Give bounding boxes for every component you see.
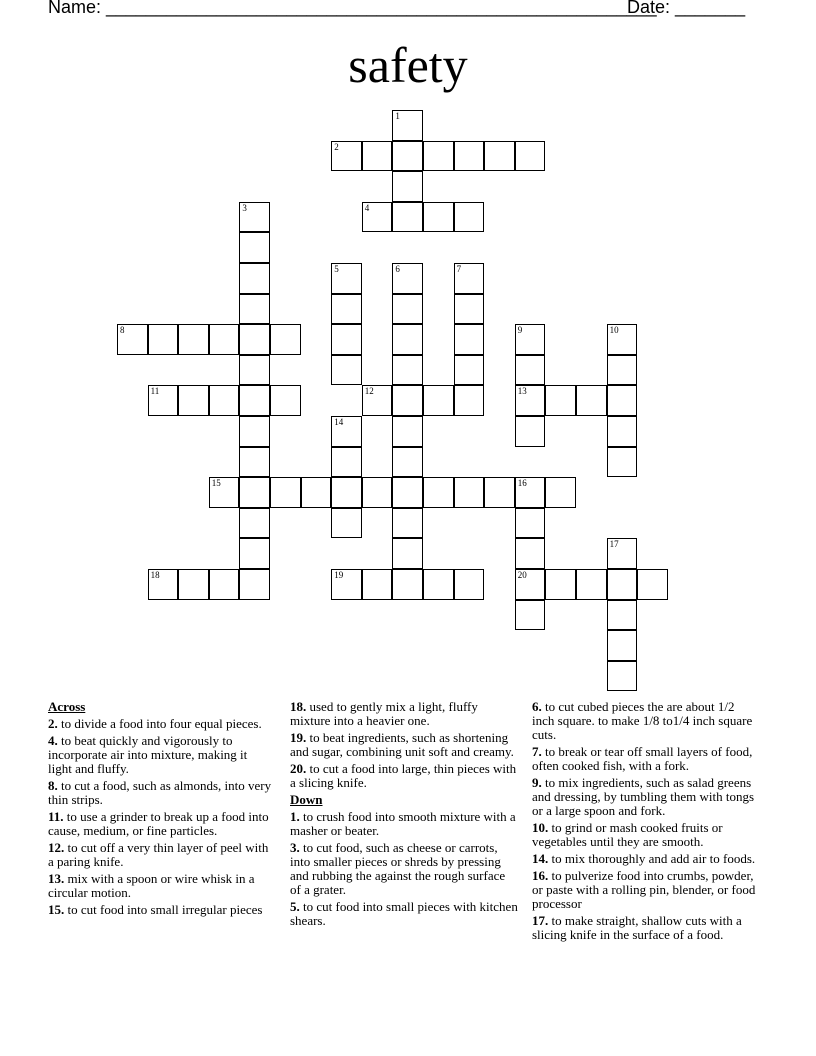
clue-column-2 <box>290 700 518 931</box>
clue-number: 7. <box>532 744 542 759</box>
grid-cell[interactable] <box>454 569 485 600</box>
clue-text: to cut off a very thin layer of peel with a paring knife. <box>48 840 269 869</box>
grid-cell[interactable] <box>392 141 423 172</box>
clue-text: to grind or mash cooked fruits or vegetables until they are smooth. <box>532 820 723 849</box>
clue-item <box>532 700 760 742</box>
clue-number: 5. <box>290 899 300 914</box>
clue-text: to cut a food into large, thin pieces with a slicing knife. <box>290 761 517 790</box>
grid-cell[interactable] <box>362 569 393 600</box>
grid-cell[interactable] <box>454 385 485 416</box>
down-clue-list-continued <box>532 700 760 942</box>
across-heading: Across <box>48 699 86 714</box>
grid-cell[interactable] <box>239 385 270 416</box>
cell-number: 18 <box>150 570 160 580</box>
cell-number: 3 <box>242 202 247 213</box>
cell-number: 11 <box>150 386 160 397</box>
grid-cell[interactable] <box>392 416 423 447</box>
clue-number: 11. <box>48 809 64 824</box>
cell-number: 10 <box>609 325 619 336</box>
grid-cell[interactable] <box>515 600 546 631</box>
down-clue-list <box>290 810 518 928</box>
grid-cell[interactable] <box>454 141 485 172</box>
cell-number: 15 <box>211 478 221 489</box>
clue-column-1 <box>48 700 273 920</box>
grid-cell[interactable] <box>270 477 301 508</box>
cell-number: 14 <box>334 417 344 427</box>
grid-cell[interactable] <box>607 661 638 692</box>
grid-cell[interactable] <box>239 232 270 263</box>
clue-item <box>48 734 273 776</box>
grid-cell[interactable] <box>362 385 393 416</box>
grid-cell[interactable] <box>331 141 362 172</box>
grid-cell[interactable] <box>392 202 423 233</box>
cell-number: 16 <box>517 478 527 489</box>
cell-number: 5 <box>334 264 339 274</box>
grid-cell[interactable] <box>331 477 362 508</box>
clue-number: 19. <box>290 730 307 745</box>
clue-text: to mix ingredients, such as salad greens and dressing, by tumbling them with tongs or a large spoon and fork. <box>532 775 755 818</box>
clue-item <box>290 700 518 728</box>
grid-cell[interactable] <box>392 477 423 508</box>
grid-cell[interactable] <box>515 508 546 539</box>
grid-cell[interactable] <box>178 569 209 600</box>
grid-cell[interactable] <box>392 385 423 416</box>
clue-number: 8. <box>48 778 58 793</box>
grid-cell[interactable] <box>331 263 362 294</box>
grid-cell[interactable] <box>545 477 576 508</box>
clue-item <box>48 779 273 807</box>
cell-number: 20 <box>517 570 527 580</box>
down-heading: Down <box>290 792 323 807</box>
grid-cell[interactable] <box>148 569 179 600</box>
grid-cell[interactable] <box>239 294 270 325</box>
grid-cell[interactable] <box>423 477 454 508</box>
grid-cell[interactable] <box>270 324 301 355</box>
grid-cell[interactable] <box>239 477 270 508</box>
clue-column-3 <box>532 700 760 945</box>
grid-cell[interactable] <box>392 447 423 478</box>
cell-number: 4 <box>364 202 370 213</box>
clue-item <box>290 900 518 928</box>
clue-text: to cut food into small pieces with kitchen shears. <box>290 899 518 928</box>
clue-number: 12. <box>48 840 65 855</box>
clue-number: 6. <box>532 699 542 714</box>
grid-cell[interactable] <box>331 569 362 600</box>
cell-number: 17 <box>609 539 619 550</box>
grid-cell[interactable] <box>607 569 638 600</box>
clue-text: to use a grinder to break up a food into cause, medium, or fine particles. <box>48 809 269 838</box>
clue-item <box>532 776 760 818</box>
grid-cell[interactable] <box>362 477 393 508</box>
cell-number: 13 <box>517 386 527 397</box>
clue-number: 1. <box>290 809 300 824</box>
clue-text: to crush food into smooth mixture with a masher or beater. <box>290 809 516 838</box>
grid-cell[interactable] <box>454 355 485 386</box>
clue-item <box>48 872 273 900</box>
grid-cell[interactable] <box>178 385 209 416</box>
grid-cell[interactable] <box>331 447 362 478</box>
grid-cell[interactable] <box>239 355 270 386</box>
clue-number: 2. <box>48 716 58 731</box>
across-clue-list <box>48 717 273 917</box>
clue-text: to cut food into small irregular pieces <box>64 902 263 917</box>
grid-cell[interactable] <box>392 508 423 539</box>
grid-cell[interactable] <box>239 538 270 569</box>
grid-cell[interactable] <box>331 416 362 447</box>
grid-cell[interactable] <box>239 324 270 355</box>
grid-cell[interactable] <box>607 447 638 478</box>
grid-cell[interactable] <box>392 324 423 355</box>
clue-item <box>532 869 760 911</box>
grid-cell[interactable] <box>515 477 546 508</box>
clue-item <box>532 914 760 942</box>
clue-item <box>290 810 518 838</box>
across-clue-list-continued <box>290 700 518 790</box>
grid-cell[interactable] <box>392 171 423 202</box>
clue-number: 16. <box>532 868 549 883</box>
cell-number: 6 <box>395 264 400 274</box>
grid-cell[interactable] <box>239 416 270 447</box>
clue-number: 14. <box>532 851 549 866</box>
clue-text: to cut a food, such as almonds, into very thin strips. <box>48 778 272 807</box>
grid-cell[interactable] <box>515 416 546 447</box>
clue-text: mix with a spoon or wire whisk in a circular motion. <box>48 871 255 900</box>
clue-text: to make straight, shallow cuts with a slicing knife in the surface of a food. <box>532 913 742 942</box>
grid-cell[interactable] <box>576 569 607 600</box>
grid-cell[interactable] <box>392 355 423 386</box>
grid-cell[interactable] <box>515 569 546 600</box>
grid-cell[interactable] <box>392 538 423 569</box>
grid-cell[interactable] <box>515 385 546 416</box>
clue-item <box>48 717 273 731</box>
grid-cell[interactable] <box>545 569 576 600</box>
clue-text: to cut food, such as cheese or carrots, into smaller pieces or shreds by pressing and rubbing the against the rough surface of a grater. <box>290 840 506 897</box>
grid-cell[interactable] <box>484 477 515 508</box>
grid-cell[interactable] <box>239 508 270 539</box>
grid-cell[interactable] <box>607 355 638 386</box>
cell-number: 12 <box>364 386 374 397</box>
cell-number: 8 <box>120 325 125 336</box>
grid-cell[interactable] <box>148 385 179 416</box>
grid-cell[interactable] <box>607 416 638 447</box>
clue-item <box>532 821 760 849</box>
grid-cell[interactable] <box>484 141 515 172</box>
name-field-label: Name: _______________________________________________________ <box>48 0 657 17</box>
grid-cell[interactable] <box>148 324 179 355</box>
grid-cell[interactable] <box>270 385 301 416</box>
grid-cell[interactable] <box>454 263 485 294</box>
grid-cell[interactable] <box>607 538 638 569</box>
grid-cell[interactable] <box>454 324 485 355</box>
grid-cell[interactable] <box>515 538 546 569</box>
clue-text: used to gently mix a light, fluffy mixture into a heavier one. <box>290 699 478 728</box>
clue-number: 18. <box>290 699 307 714</box>
grid-cell[interactable] <box>331 294 362 325</box>
clue-item <box>532 745 760 773</box>
clue-text: to break or tear off small layers of food, often cooked fish, with a fork. <box>532 744 753 773</box>
grid-cell[interactable] <box>239 202 270 233</box>
grid-cell[interactable] <box>331 508 362 539</box>
grid-cell[interactable] <box>301 477 332 508</box>
grid-cell[interactable] <box>607 600 638 631</box>
grid-cell[interactable] <box>423 385 454 416</box>
grid-cell[interactable] <box>392 263 423 294</box>
clue-text: to mix thoroughly and add air to foods. <box>548 851 756 866</box>
grid-cell[interactable] <box>515 141 546 172</box>
grid-cell[interactable] <box>362 141 393 172</box>
grid-cell[interactable] <box>117 324 148 355</box>
grid-cell[interactable] <box>209 477 240 508</box>
clue-item <box>48 903 273 917</box>
grid-cell[interactable] <box>331 324 362 355</box>
grid-cell[interactable] <box>331 355 362 386</box>
clue-item <box>48 810 273 838</box>
clue-number: 4. <box>48 733 58 748</box>
grid-cell[interactable] <box>545 385 576 416</box>
grid-cell[interactable] <box>392 294 423 325</box>
clue-number: 13. <box>48 871 65 886</box>
clue-text: to pulverize food into crumbs, powder, or paste with a rolling pin, blender, or food processor <box>532 868 756 911</box>
grid-cell[interactable] <box>454 294 485 325</box>
clue-number: 3. <box>290 840 300 855</box>
clue-text: to divide a food into four equal pieces. <box>57 716 262 731</box>
clue-item <box>290 731 518 759</box>
grid-cell[interactable] <box>239 569 270 600</box>
cell-number: 1 <box>395 111 400 121</box>
grid-cell[interactable] <box>423 202 454 233</box>
grid-cell[interactable] <box>576 385 607 416</box>
cell-number: 7 <box>456 264 462 274</box>
clue-number: 9. <box>532 775 542 790</box>
grid-cell[interactable] <box>239 263 270 294</box>
clue-number: 10. <box>532 820 549 835</box>
puzzle-title: safety <box>348 37 468 93</box>
grid-cell[interactable] <box>637 569 668 600</box>
grid-cell[interactable] <box>362 202 393 233</box>
grid-cell[interactable] <box>515 355 546 386</box>
clue-text: to beat quickly and vigorously to incorporate air into mixture, making it light and fluffy. <box>48 733 248 776</box>
grid-cell[interactable] <box>209 385 240 416</box>
grid-cell[interactable] <box>515 324 546 355</box>
clue-number: 20. <box>290 761 307 776</box>
grid-cell[interactable] <box>454 202 485 233</box>
grid-cell[interactable] <box>239 447 270 478</box>
grid-cell[interactable] <box>454 477 485 508</box>
clue-number: 17. <box>532 913 549 928</box>
grid-cell[interactable] <box>392 569 423 600</box>
clue-item <box>48 841 273 869</box>
grid-cell[interactable] <box>607 385 638 416</box>
cell-number: 2 <box>334 141 339 152</box>
grid-cell[interactable] <box>392 110 423 141</box>
clue-item <box>290 762 518 790</box>
clue-text: to beat ingredients, such as shortening and sugar, combining unit soft and creamy. <box>290 730 514 759</box>
grid-cell[interactable] <box>209 324 240 355</box>
clue-item <box>290 841 518 897</box>
date-field-label: Date: _______ <box>627 0 746 17</box>
grid-cell[interactable] <box>209 569 240 600</box>
grid-cell[interactable] <box>423 141 454 172</box>
cell-number: 19 <box>334 570 344 580</box>
clue-text: to cut cubed pieces the are about 1/2 inch square. to make 1/8 to1/4 inch square cuts. <box>532 699 753 742</box>
grid-cell[interactable] <box>178 324 209 355</box>
grid-cell[interactable] <box>607 630 638 661</box>
grid-cell[interactable] <box>423 569 454 600</box>
grid-cell[interactable] <box>607 324 638 355</box>
clue-number: 15. <box>48 902 65 917</box>
cell-number: 9 <box>517 325 523 336</box>
clue-item <box>532 852 760 866</box>
